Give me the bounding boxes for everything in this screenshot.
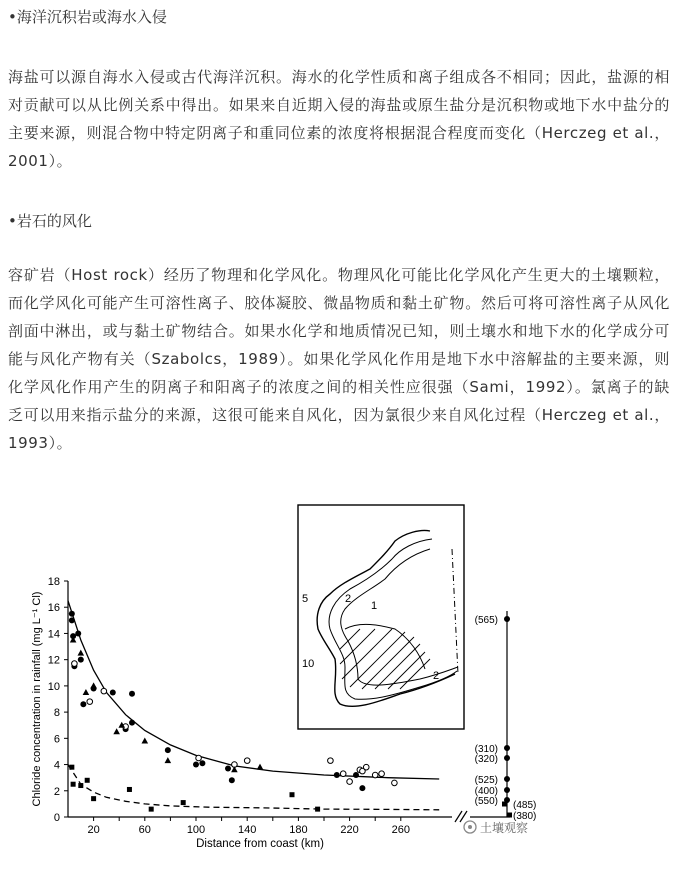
section-heading-2: •岩石的风化 bbox=[8, 212, 92, 230]
side-scale-point bbox=[507, 813, 512, 818]
point-filled-triangle bbox=[231, 766, 238, 772]
point-open-circle bbox=[101, 688, 107, 694]
point-filled-circle bbox=[129, 691, 135, 697]
point-filled-square bbox=[315, 807, 320, 812]
point-filled-circle bbox=[359, 785, 365, 791]
x-tick-label: 220 bbox=[340, 824, 359, 836]
side-scale-point bbox=[504, 616, 510, 622]
watermark-text: 土壤观察 bbox=[480, 821, 529, 835]
y-tick-label: 16 bbox=[47, 602, 60, 615]
x-tick-label: 260 bbox=[391, 824, 410, 836]
point-filled-square bbox=[71, 782, 76, 787]
point-filled-circle bbox=[353, 772, 359, 778]
map-label-2-top: 2 bbox=[345, 593, 352, 605]
side-scale-label: (550) bbox=[474, 796, 498, 807]
point-filled-square bbox=[181, 800, 186, 805]
side-scale-point bbox=[504, 755, 510, 761]
point-filled-circle bbox=[129, 720, 135, 726]
inset-map bbox=[298, 505, 464, 729]
point-filled-triangle bbox=[83, 689, 90, 695]
point-filled-circle bbox=[334, 772, 340, 778]
point-filled-triangle bbox=[165, 757, 172, 763]
point-open-circle bbox=[347, 779, 353, 785]
point-filled-triangle bbox=[113, 728, 120, 734]
point-filled-circle bbox=[229, 777, 235, 783]
side-scale-point bbox=[502, 802, 507, 807]
map-label-10: 10 bbox=[302, 658, 315, 670]
y-ticks bbox=[48, 576, 68, 824]
y-tick-label: 4 bbox=[53, 759, 60, 772]
y-tick-label: 0 bbox=[53, 812, 60, 824]
point-filled-circle bbox=[165, 747, 171, 753]
side-scale-label: (525) bbox=[474, 775, 498, 786]
y-tick-label: 14 bbox=[47, 628, 60, 641]
point-filled-square bbox=[78, 783, 83, 788]
side-scale-point bbox=[504, 745, 510, 751]
y-tick-label: 12 bbox=[47, 654, 60, 667]
point-filled-triangle bbox=[78, 650, 85, 656]
section-heading-1: •海洋沉积岩或海水入侵 bbox=[8, 8, 167, 26]
y-tick-label: 8 bbox=[53, 707, 60, 720]
point-open-circle bbox=[87, 699, 93, 705]
side-scale-label: (400) bbox=[474, 786, 498, 797]
point-open-circle bbox=[372, 772, 378, 778]
point-filled-circle bbox=[199, 760, 205, 766]
point-open-circle bbox=[244, 758, 250, 764]
point-filled-square bbox=[85, 778, 90, 783]
point-open-circle bbox=[363, 764, 369, 770]
side-scale-points bbox=[475, 615, 537, 822]
side-scale-label: (310) bbox=[474, 744, 498, 755]
map-label-1: 1 bbox=[371, 600, 378, 612]
x-tick-label: 100 bbox=[186, 824, 206, 836]
point-open-circle bbox=[196, 755, 202, 761]
side-scale-point bbox=[504, 776, 510, 782]
point-filled-triangle bbox=[257, 764, 264, 770]
section-paragraph-2: 容矿岩（Host rock）经历了物理和化学风化。物理风化可能比化学风化产生更大的土壤颗粒，而化学风化可能产生可溶性离子、胶体凝胶、微晶物质和黏土矿物。然后可将可溶性离子从风化剖面中淋出，或与黏土矿物结合。如果水化学和地质情况已知，则土壤水和地下水的化学成分可能与风化产物有关（Szabolcs，1989）。如果化学风化作用是地下水中溶解盐的主要来源，则化学风化作用产生的阴离子和阳离子的浓度之间的相关性应很强（Sami，1992）。氯离子的缺乏可以用来指示盐分的来源，这很可能来自风化，因为氯很少来自风化过程（Herczeg et al.，1993）。 bbox=[8, 266, 670, 452]
point-filled-circle bbox=[225, 765, 231, 771]
point-filled-triangle bbox=[142, 737, 149, 743]
chloride-figure bbox=[0, 489, 679, 869]
watermark bbox=[464, 820, 528, 835]
map-label-5: 5 bbox=[302, 593, 309, 605]
map-label-2-bottom: 2 bbox=[433, 670, 440, 682]
point-filled-circle bbox=[78, 657, 84, 663]
point-filled-circle bbox=[75, 630, 81, 636]
x-tick-label: 140 bbox=[238, 824, 257, 836]
point-filled-square bbox=[69, 765, 74, 770]
side-scale-point bbox=[504, 787, 510, 793]
side-scale-label: (380) bbox=[513, 811, 537, 822]
point-filled-square bbox=[91, 796, 96, 801]
point-open-circle bbox=[72, 661, 78, 667]
point-filled-square bbox=[149, 807, 154, 812]
point-filled-circle bbox=[193, 762, 199, 768]
point-filled-circle bbox=[69, 617, 75, 623]
point-filled-square bbox=[127, 787, 132, 792]
side-scale-label: (485) bbox=[513, 800, 537, 811]
side-scale-label: (565) bbox=[474, 615, 498, 626]
side-scale-label: (320) bbox=[474, 754, 498, 765]
point-open-circle bbox=[379, 771, 385, 777]
point-filled-square bbox=[290, 792, 295, 797]
y-axis-label: Chloride concentration in rainfall (mg L⁻¹ Cl) bbox=[31, 591, 43, 807]
point-filled-triangle bbox=[90, 682, 97, 688]
point-open-circle bbox=[392, 780, 398, 786]
x-tick-label: 20 bbox=[87, 824, 100, 836]
x-tick-label: 180 bbox=[289, 824, 308, 836]
section-paragraph-1: 海盐可以源自海水入侵或古代海洋沉积。海水的化学性质和离子组成各不相同；因此，盐源的相对贡献可以从比例关系中得出。如果来自近期入侵的海盐或原生盐分是沉积物或地下水中盐分的主要来源，则混合物中特定阴离子和重同位素的浓度将根据混合程度而变化（Herczeg et al.，2001）。 bbox=[8, 68, 670, 170]
point-open-circle bbox=[328, 758, 334, 764]
x-ticks bbox=[87, 817, 410, 836]
x-tick-label: 60 bbox=[138, 824, 151, 836]
point-filled-circle bbox=[69, 611, 75, 617]
y-tick-label: 10 bbox=[47, 680, 60, 693]
point-filled-circle bbox=[80, 701, 86, 707]
y-tick-label: 18 bbox=[47, 576, 60, 588]
point-filled-circle bbox=[110, 689, 116, 695]
y-tick-label: 2 bbox=[53, 785, 60, 798]
x-axis-label: Distance from coast (km) bbox=[196, 838, 324, 850]
y-tick-label: 6 bbox=[53, 733, 60, 746]
point-open-circle bbox=[340, 771, 346, 777]
